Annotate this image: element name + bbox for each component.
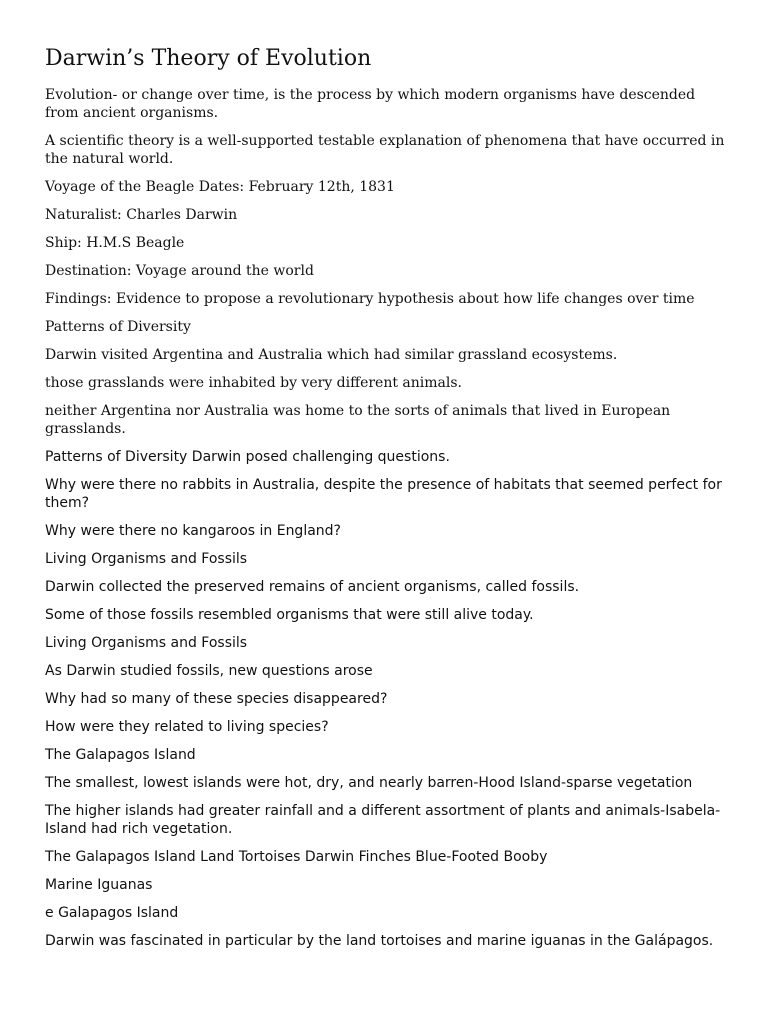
paragraph: neither Argentina nor Australia was home to the sorts of animals that lived in European grasslands. — [45, 403, 671, 437]
paragraph: Why had so many of these species disappeared? — [45, 691, 388, 707]
paragraph: Voyage of the Beagle Dates: February 12th, 1831 — [45, 179, 395, 195]
paragraph: Destination: Voyage around the world — [45, 263, 314, 279]
paragraph: Ship: H.M.S Beagle — [45, 235, 185, 251]
paragraph: Living Organisms and Fossils — [45, 635, 248, 651]
paragraph: Darwin was fascinated in particular by the land tortoises and marine iguanas in the Galápagos. — [45, 933, 714, 949]
paragraph: Some of those fossils resembled organisms that were still alive today. — [45, 607, 534, 623]
paragraph: A scientific theory is a well-supported testable explanation of phenomena that have occurred in the natural world. — [45, 133, 725, 167]
paragraph: As Darwin studied fossils, new questions arose — [45, 663, 373, 679]
paragraph: Why were there no kangaroos in England? — [45, 523, 341, 539]
paragraph: those grasslands were inhabited by very different animals. — [45, 375, 462, 391]
paragraph: The Galapagos Island — [45, 747, 196, 763]
paragraph: Living Organisms and Fossils — [45, 551, 248, 567]
paragraph: Naturalist: Charles Darwin — [45, 207, 238, 223]
paragraph: Why were there no rabbits in Australia, despite the presence of habitats that seemed perfect for them? — [45, 477, 722, 511]
paragraph: The Galapagos Island Land Tortoises Darwin Finches Blue-Footed Booby — [45, 849, 548, 865]
paragraph: Patterns of Diversity — [45, 319, 191, 335]
paragraph: Darwin collected the preserved remains of ancient organisms, called fossils. — [45, 579, 580, 595]
paragraph: e Galapagos Island — [45, 905, 179, 921]
paragraph: Patterns of Diversity Darwin posed challenging questions. — [45, 449, 450, 465]
paragraph: The higher islands had greater rainfall and a different assortment of plants and animals-Isabela-Island had rich vegetation. — [45, 803, 721, 837]
paragraph: Darwin visited Argentina and Australia which had similar grassland ecosystems. — [45, 347, 618, 363]
paragraph: Marine Iguanas — [45, 877, 153, 893]
document-body — [45, 86, 725, 950]
document-title: Darwin’s Theory of Evolution — [45, 46, 372, 71]
paragraph: Findings: Evidence to propose a revolutionary hypothesis about how life changes over time — [45, 291, 695, 307]
paragraph: Evolution- or change over time, is the process by which modern organisms have descended from ancient organisms. — [45, 87, 696, 121]
paragraph: How were they related to living species? — [45, 719, 329, 735]
paragraph: The smallest, lowest islands were hot, dry, and nearly barren-Hood Island-sparse vegetation — [45, 775, 693, 791]
document-page — [45, 44, 725, 960]
